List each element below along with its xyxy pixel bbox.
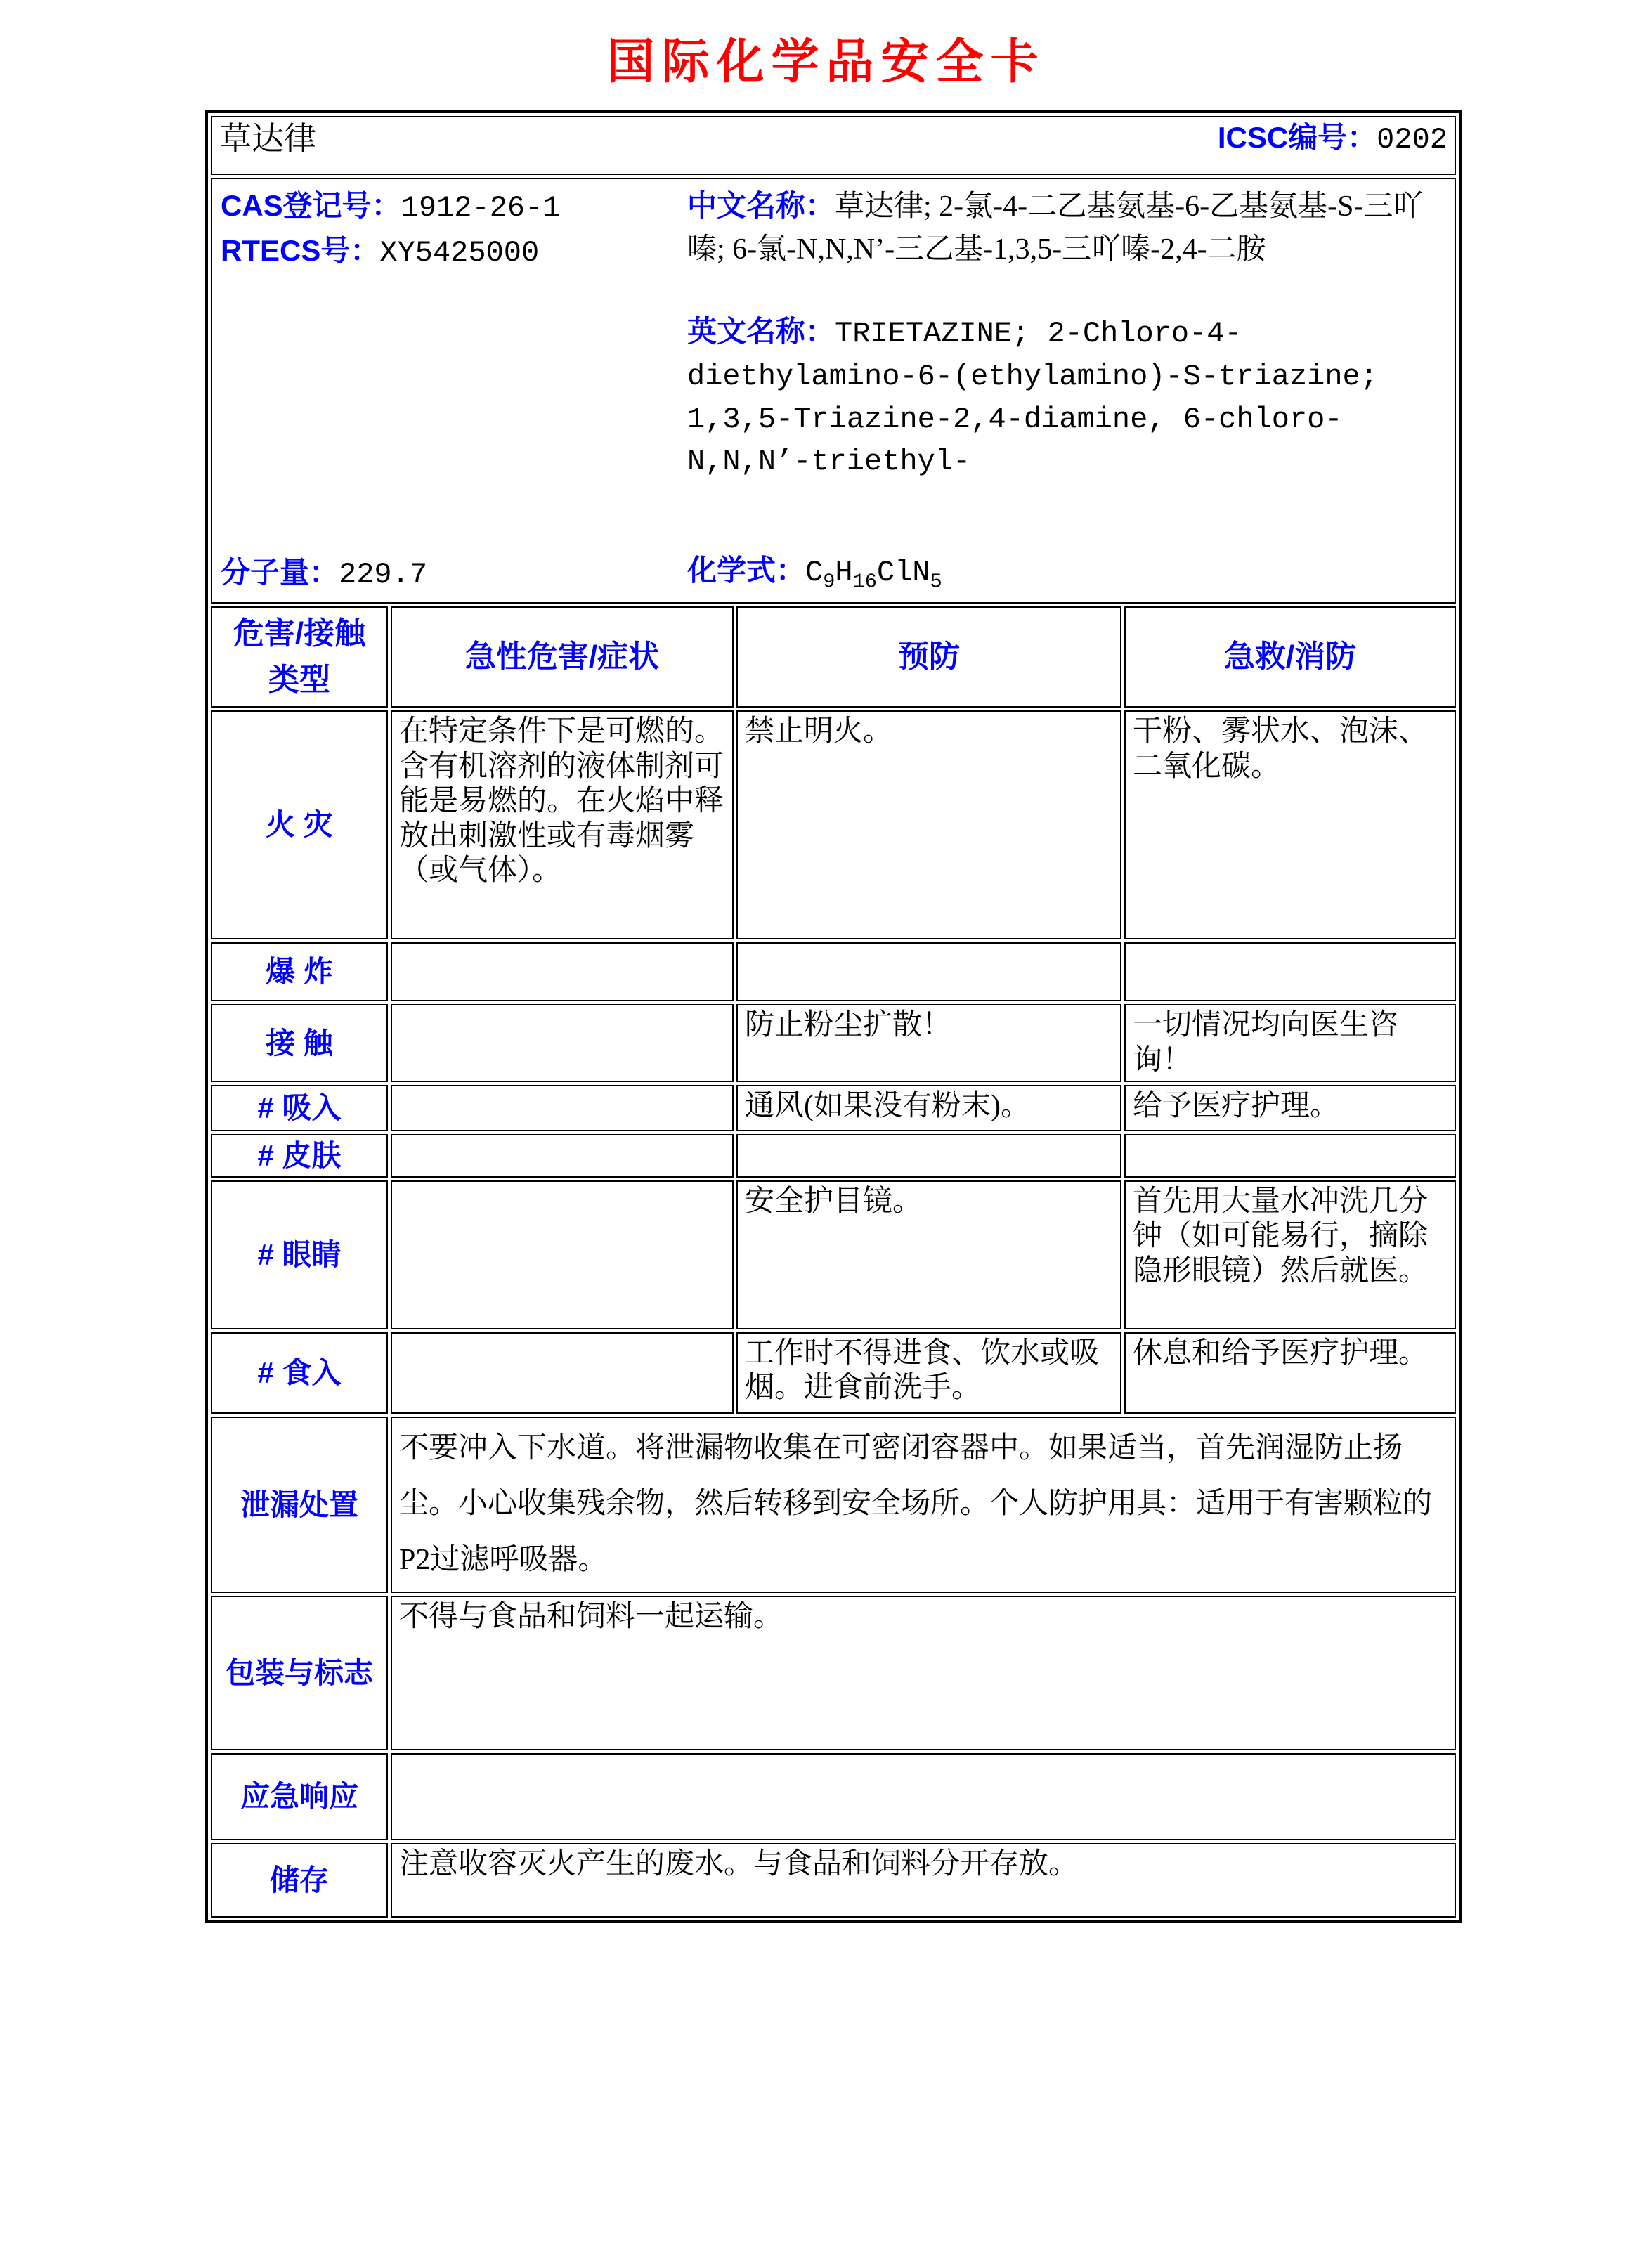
section-row-spill bbox=[211, 1417, 1456, 1593]
page-title: 国际化学品安全卡 bbox=[606, 35, 1046, 89]
cas-label: CAS登记号： bbox=[221, 189, 401, 222]
skin-prevention-cell bbox=[736, 1134, 1121, 1178]
hazard-row-explosion bbox=[211, 942, 1456, 1001]
row-label-eyes: # 眼睛 bbox=[211, 1180, 388, 1329]
section-row-emergency bbox=[211, 1753, 1456, 1840]
hazard-row-eyes bbox=[211, 1180, 1456, 1329]
skin-symptoms-cell bbox=[391, 1134, 734, 1178]
identifiers-cell bbox=[211, 178, 1456, 604]
row-label-ingestion: # 食入 bbox=[211, 1332, 388, 1414]
eyes-symptoms-cell bbox=[391, 1180, 734, 1329]
hazard-row-fire bbox=[211, 710, 1456, 939]
contact-prevention-cell: 防止粉尘扩散！ bbox=[736, 1004, 1121, 1082]
eyes-firstaid-cell: 首先用大量水冲洗几分钟（如可能易行，摘除隐形眼镜）然后就医。 bbox=[1124, 1180, 1456, 1329]
ingestion-prevention-cell: 工作时不得进食、饮水或吸烟。进食前洗手。 bbox=[736, 1332, 1121, 1414]
hazard-row-contact bbox=[211, 1004, 1456, 1082]
molecular-weight-label: 分子量： bbox=[221, 556, 339, 590]
substance-name: 草达律 bbox=[219, 121, 316, 157]
hazard-row-ingestion bbox=[211, 1332, 1456, 1414]
hazard-header-prevention: 预防 bbox=[736, 606, 1121, 708]
skin-firstaid-cell bbox=[1124, 1134, 1456, 1178]
registry-column bbox=[221, 185, 670, 597]
row-label-skin: # 皮肤 bbox=[211, 1134, 388, 1178]
contact-symptoms-cell bbox=[391, 1004, 734, 1082]
icsc-number: 0202 bbox=[1377, 123, 1448, 157]
explosion-firstaid-cell bbox=[1124, 942, 1456, 1001]
hazard-row-skin bbox=[211, 1134, 1456, 1178]
english-name-value: TRIETAZINE; 2-Chloro-4-diethylamino-6-(ethylamino)-S-triazine; 1,3,5-Triazine-2,4-diamine, 6-chloro-N,N,N’-triethyl- bbox=[687, 316, 1378, 479]
explosion-symptoms-cell bbox=[391, 942, 734, 1001]
inhalation-symptoms-cell bbox=[391, 1085, 734, 1131]
storage-text-cell: 注意收容灭火产生的废水。与食品和饲料分开存放。 bbox=[391, 1843, 1456, 1918]
section-label-emergency: 应急响应 bbox=[211, 1753, 388, 1840]
rtecs-line bbox=[221, 230, 670, 275]
inhalation-prevention-cell: 通风(如果没有粉末)。 bbox=[736, 1085, 1121, 1131]
chinese-name-value: 草达律; 2-氯-4-二乙基氨基-6-乙基氨基-S-三吖嗪; 6-氯-N,N,N’-三乙基-1,3,5-三吖嗪-2,4-二胺 bbox=[687, 190, 1423, 266]
eyes-prevention-cell: 安全护目镜。 bbox=[736, 1180, 1121, 1329]
chinese-name-paragraph bbox=[687, 185, 1446, 271]
explosion-prevention-cell bbox=[736, 942, 1121, 1001]
icsc-card-table bbox=[205, 110, 1462, 1923]
cas-value: 1912-26-1 bbox=[401, 191, 561, 225]
row-label-contact: 接 触 bbox=[211, 1004, 388, 1082]
cas-line bbox=[221, 185, 670, 230]
molecular-weight-line bbox=[221, 552, 670, 597]
contact-firstaid-cell: 一切情况均向医生咨询！ bbox=[1124, 1004, 1456, 1082]
formula-label: 化学式： bbox=[687, 554, 806, 587]
english-name-paragraph bbox=[687, 311, 1446, 484]
chinese-name-label: 中文名称： bbox=[687, 189, 835, 222]
spill-text-cell: 不要冲入下水道。将泄漏物收集在可密闭容器中。如果适当，首先润湿防止扬尘。小心收集残余物，然后转移到安全场所。个人防护用具：适用于有害颗粒的P2过滤呼吸器。 bbox=[391, 1417, 1456, 1593]
rtecs-value: XY5425000 bbox=[379, 235, 540, 270]
section-row-storage bbox=[211, 1843, 1456, 1918]
row-label-explosion: 爆 炸 bbox=[211, 942, 388, 1001]
row-label-fire: 火 灾 bbox=[211, 710, 388, 939]
hazard-header-symptoms: 急性危害/症状 bbox=[391, 606, 734, 708]
icsc-label: ICSC编号： bbox=[1217, 121, 1377, 154]
hazard-header-firstaid: 急救/消防 bbox=[1124, 606, 1456, 708]
hazard-header-type: 危害/接触 类型 bbox=[211, 606, 388, 708]
fire-firstaid-cell: 干粉、雾状水、泡沫、二氧化碳。 bbox=[1124, 710, 1456, 939]
emergency-text-cell bbox=[391, 1753, 1456, 1840]
inhalation-firstaid-cell: 给予医疗护理。 bbox=[1124, 1085, 1456, 1131]
identifiers-row bbox=[211, 178, 1456, 604]
section-label-storage: 储存 bbox=[211, 1843, 388, 1918]
formula-line bbox=[687, 549, 1446, 597]
section-row-packaging bbox=[211, 1596, 1456, 1750]
molecular-weight-value: 229.7 bbox=[339, 558, 428, 592]
header-row bbox=[211, 116, 1456, 175]
section-label-spill: 泄漏处置 bbox=[211, 1417, 388, 1593]
names-column bbox=[670, 185, 1446, 597]
fire-symptoms-cell: 在特定条件下是可燃的。含有机溶剂的液体制剂可能是易燃的。在火焰中释放出刺激性或有毒烟雾（或气体）。 bbox=[391, 710, 734, 939]
header-cell bbox=[211, 116, 1456, 175]
packaging-text-cell: 不得与食品和饲料一起运输。 bbox=[391, 1596, 1456, 1750]
fire-prevention-cell: 禁止明火。 bbox=[736, 710, 1121, 939]
english-name-label: 英文名称： bbox=[687, 314, 835, 348]
row-label-inhalation: # 吸入 bbox=[211, 1085, 388, 1131]
ingestion-symptoms-cell bbox=[391, 1332, 734, 1414]
section-label-packaging: 包装与标志 bbox=[211, 1596, 388, 1750]
ingestion-firstaid-cell: 休息和给予医疗护理。 bbox=[1124, 1332, 1456, 1414]
rtecs-label: RTECS号： bbox=[221, 233, 380, 267]
hazard-row-inhalation bbox=[211, 1085, 1456, 1131]
formula-value: $C_9H_{16}ClN_5$ bbox=[805, 556, 942, 594]
hazard-header-row bbox=[211, 606, 1456, 708]
icsc-number-group bbox=[1218, 120, 1448, 158]
